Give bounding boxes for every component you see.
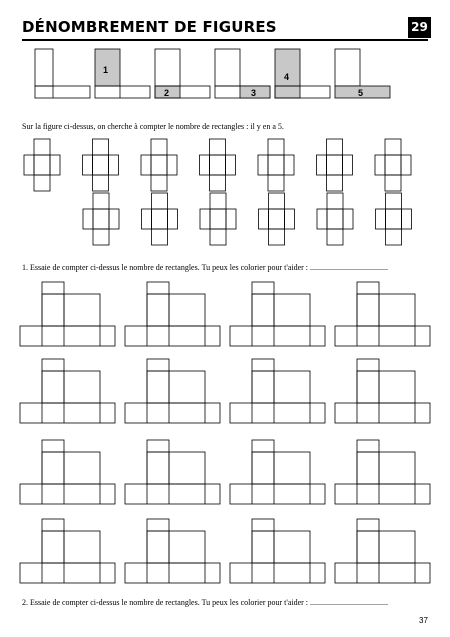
example-figure-2	[155, 49, 210, 98]
page-number-badge: 29	[408, 17, 431, 38]
stepped-figure	[20, 282, 115, 346]
cross-figure	[83, 139, 119, 191]
step-label-4: 4	[284, 72, 290, 82]
stepped-figure	[20, 440, 115, 504]
cross-figure	[142, 193, 178, 245]
stepped-figure	[125, 282, 220, 346]
stepped-figure	[335, 519, 430, 583]
stepped-figure	[20, 519, 115, 583]
cross-figure	[317, 193, 353, 245]
cross-figure	[317, 139, 353, 191]
step-label-5: 5	[358, 88, 364, 98]
example-figure-4	[275, 49, 330, 98]
cross-figure	[375, 139, 411, 191]
cross-figure	[200, 193, 236, 245]
cross-figure	[141, 139, 177, 191]
step-label-1: 1	[103, 65, 109, 75]
stepped-figure	[20, 359, 115, 423]
stepped-figure	[230, 440, 325, 504]
cross-figure	[83, 193, 119, 245]
example-figure-3	[215, 49, 270, 98]
stepped-figure	[335, 282, 430, 346]
page-title: DÉNOMBREMENT DE FIGURES	[22, 18, 277, 36]
example-figure-0	[35, 49, 90, 98]
exercise-2-caption: 2. Essaie de compter ci-dessus le nombre de rectangles. Tu peux les colorier pour t'aider : .......................................	[22, 598, 389, 607]
cross-figures	[24, 139, 412, 245]
cross-figure	[376, 193, 412, 245]
page-number: 37	[419, 616, 428, 625]
stepped-figure	[125, 519, 220, 583]
cross-figure	[259, 193, 295, 245]
step-label-3: 3	[251, 88, 257, 98]
stepped-figure	[125, 440, 220, 504]
stepped-figure	[335, 359, 430, 423]
stepped-figure	[230, 359, 325, 423]
example-figure-1	[95, 49, 150, 98]
step-label-2: 2	[164, 88, 170, 98]
stepped-figure	[125, 359, 220, 423]
cross-figure	[24, 139, 60, 191]
cross-figure	[258, 139, 294, 191]
example-caption: Sur la figure ci-dessus, on cherche à compter le nombre de rectangles : il y en a 5.	[22, 122, 284, 131]
stepped-figure	[230, 519, 325, 583]
cross-figure	[200, 139, 236, 191]
stepped-figures	[20, 282, 430, 583]
example-figure-5	[335, 49, 390, 98]
stepped-figure	[335, 440, 430, 504]
exercise-1-caption: 1. Essaie de compter ci-dessus le nombre de rectangles. Tu peux les colorier pour t'aider : .......................................	[22, 263, 389, 272]
stepped-figure	[230, 282, 325, 346]
example-figures	[35, 49, 390, 98]
